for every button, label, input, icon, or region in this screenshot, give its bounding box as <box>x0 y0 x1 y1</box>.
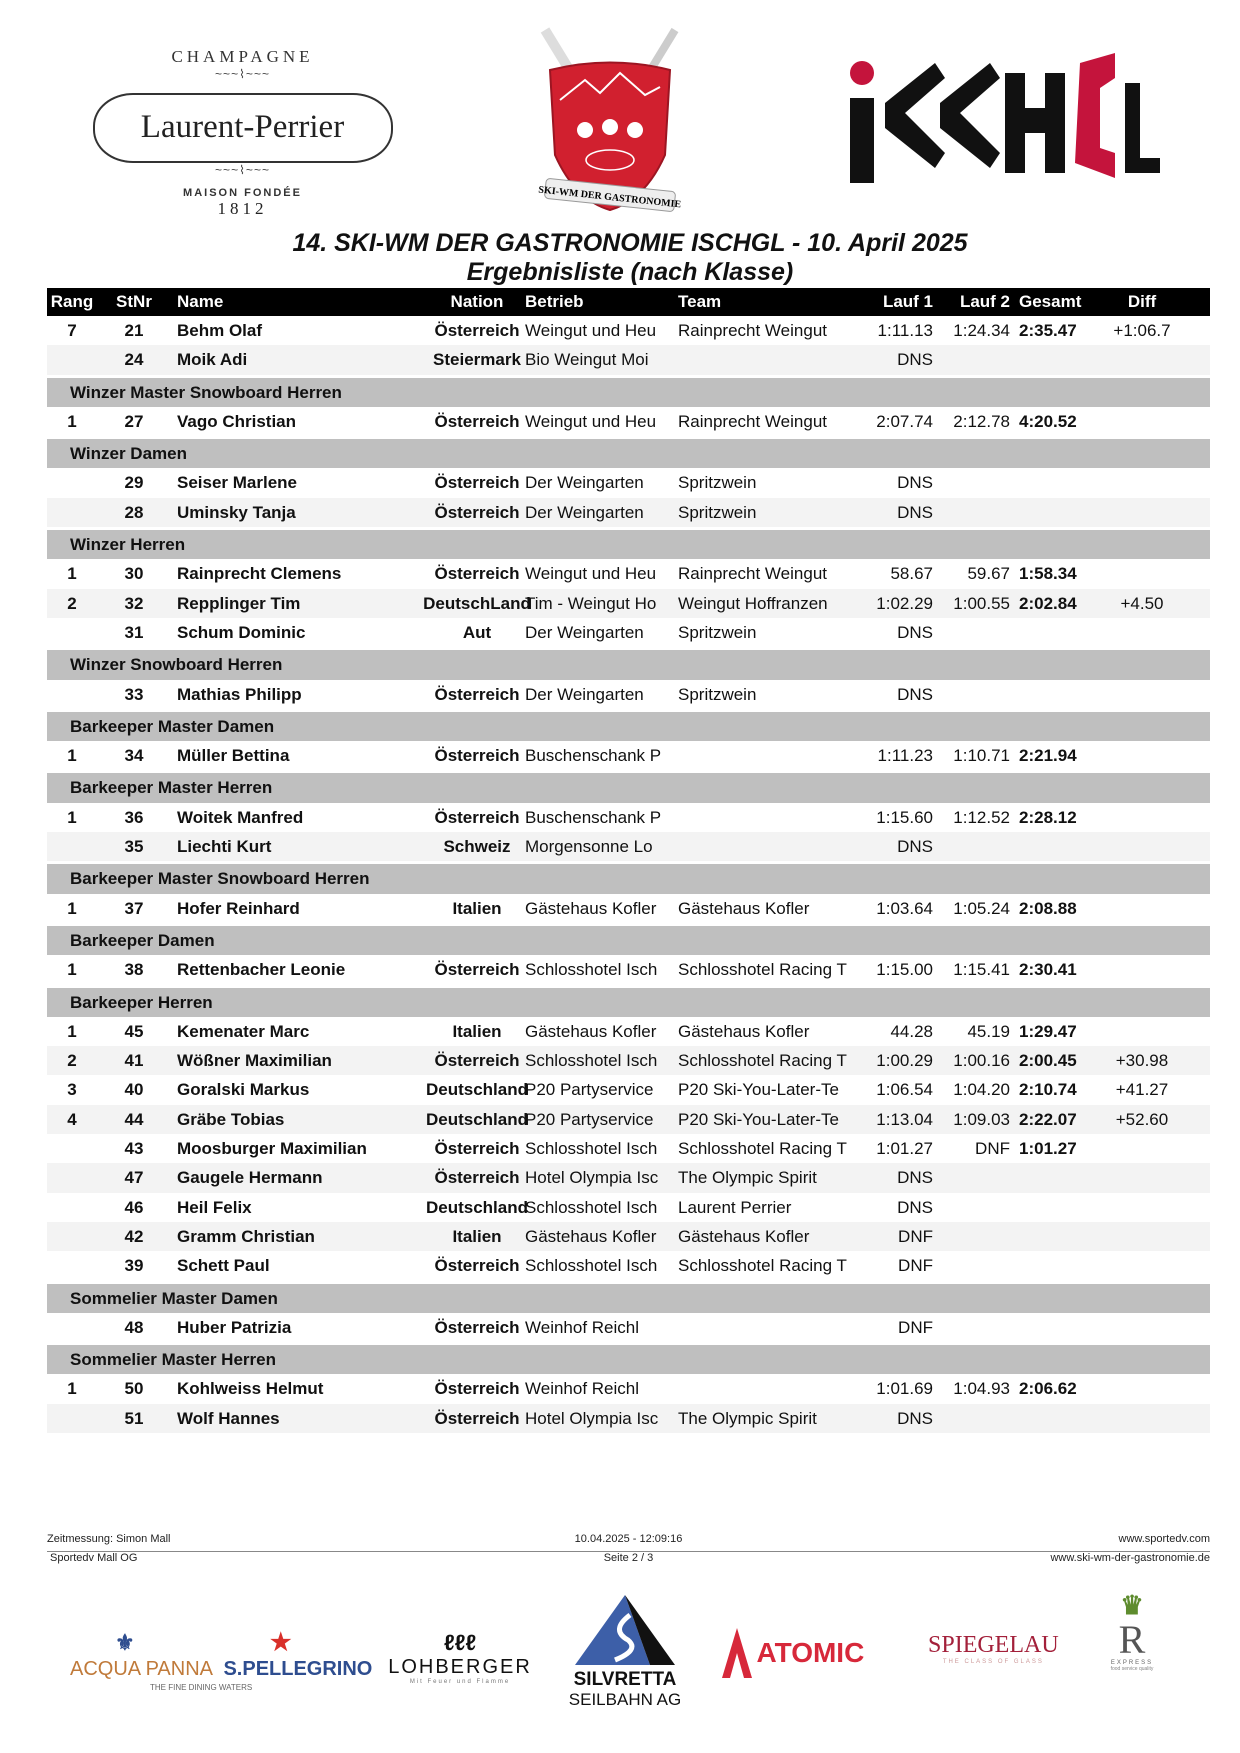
cell-betrieb: Bio Weingut Moi <box>525 350 649 370</box>
cell-name: Rainprecht Clemens <box>177 564 342 584</box>
cell-team: Rainprecht Weingut <box>678 321 827 340</box>
cell-lauf1: 1:02.29 <box>876 593 933 613</box>
cell-stnr: 46 <box>124 1197 144 1217</box>
cell-lauf1: DNF <box>898 1226 933 1246</box>
cell-stnr: 42 <box>124 1226 144 1246</box>
cell-stnr: 27 <box>124 411 144 431</box>
cell-rang: 1 <box>67 746 77 766</box>
cell-nation: Schweiz <box>443 837 511 857</box>
cell-betrieb: Der Weingarten <box>525 684 644 704</box>
timing-credit: Zeitmessung: Simon Mall <box>47 1533 171 1545</box>
cell-team: Gästehaus Kofler <box>678 898 810 918</box>
swirl-ornament-icon: ~~~⌇~~~ <box>215 67 270 81</box>
cell-nation: DeutschLand <box>423 593 531 613</box>
cell-nation: Österreich <box>434 411 520 431</box>
cell-team: Schlosshotel Racing T <box>678 1139 847 1159</box>
document-header <box>0 228 1240 286</box>
class-title: Sommelier Master Damen <box>70 1288 278 1308</box>
table-row <box>47 1313 1210 1342</box>
cell-stnr: 40 <box>124 1080 144 1100</box>
table-row <box>47 1404 1210 1433</box>
cell-lauf1: DNF <box>898 1256 933 1276</box>
cell-nation: Österreich <box>434 564 520 584</box>
swirl-ornament-icon: ~~~⌇~~~ <box>215 163 270 177</box>
cell-lauf1: DNS <box>897 1408 933 1428</box>
cell-nation: Österreich <box>434 1168 520 1188</box>
cell-name: Kemenater Marc <box>177 1021 310 1041</box>
cell-stnr: 38 <box>124 960 144 980</box>
cell-team: Spritzwein <box>678 473 757 493</box>
cell-rang: 2 <box>67 593 77 613</box>
cell-team: Schlosshotel Racing T <box>678 1256 847 1276</box>
cell-team: Spritzwein <box>678 684 757 704</box>
cell-lauf1: 1:01.27 <box>876 1139 933 1159</box>
cell-name: Repplinger Tim <box>177 593 301 613</box>
cell-stnr: 35 <box>124 837 144 857</box>
cell-nation: Österreich <box>434 321 520 340</box>
class-title: Winzer Damen <box>70 444 187 464</box>
cell-nation: Österreich <box>434 1408 520 1428</box>
cell-betrieb: P20 Partyservice <box>525 1080 654 1100</box>
cell-lauf1: 1:00.29 <box>876 1051 933 1071</box>
cell-stnr: 47 <box>124 1168 144 1188</box>
cell-nation: Österreich <box>434 684 520 704</box>
cell-stnr: 36 <box>124 807 144 827</box>
class-header <box>47 439 1210 468</box>
class-title: Winzer Herren <box>70 535 186 555</box>
cell-rang: 7 <box>67 321 77 340</box>
table-row <box>47 1075 1210 1104</box>
col-lauf1: Lauf 1 <box>882 292 933 311</box>
cell-lauf1: DNS <box>897 502 933 522</box>
class-header <box>47 650 1210 679</box>
svg-text:SKI-WM DER GASTRONOMIE: SKI-WM DER GASTRONOMIE <box>537 184 682 211</box>
cell-betrieb: Schlosshotel Isch <box>525 1051 658 1071</box>
cell-team: Rainprecht Weingut <box>678 564 827 584</box>
cell-stnr: 29 <box>124 473 144 493</box>
col-nation: Nation <box>450 292 504 311</box>
cell-stnr: 32 <box>124 593 144 613</box>
cell-nation: Österreich <box>434 746 520 766</box>
cell-team: The Olympic Spirit <box>678 1408 817 1428</box>
cell-nation: Österreich <box>434 807 520 827</box>
cell-name: Uminsky Tanja <box>177 502 296 522</box>
class-header <box>47 773 1210 802</box>
cell-name: Seiser Marlene <box>177 473 298 493</box>
cell-name: Müller Bettina <box>177 746 290 766</box>
cell-lauf1: DNS <box>897 837 933 857</box>
class-title: Sommelier Master Herren <box>70 1350 276 1370</box>
header-logos <box>0 25 1240 225</box>
cell-nation: Italien <box>452 1021 502 1041</box>
cell-name: Liechti Kurt <box>177 837 272 857</box>
cell-rang: 2 <box>67 1051 77 1071</box>
table-row <box>47 832 1210 861</box>
cell-lauf1: 1:06.54 <box>876 1080 933 1100</box>
cell-stnr: 41 <box>124 1051 144 1071</box>
cell-lauf1: DNS <box>897 1197 933 1217</box>
cell-lauf1: 1:11.23 <box>877 746 933 766</box>
table-row <box>47 407 1210 436</box>
class-header <box>47 926 1210 955</box>
print-datetime: 10.04.2025 - 12:09:16 <box>574 1533 683 1545</box>
cell-lauf1: 1:01.69 <box>876 1379 933 1399</box>
cell-team: Schlosshotel Racing T <box>678 960 847 980</box>
spiegelau-logo: SPIEGELAU THE CLASS OF GLASS <box>928 1632 1059 1665</box>
table-row <box>47 559 1210 588</box>
cell-name: Heil Felix <box>177 1197 252 1217</box>
silvretta-triangle-icon <box>570 1595 680 1665</box>
table-row <box>47 316 1210 345</box>
cell-betrieb: Der Weingarten <box>525 473 644 493</box>
cell-name: Vago Christian <box>177 411 297 431</box>
cell-betrieb: Gästehaus Kofler <box>525 1226 657 1246</box>
table-row <box>47 894 1210 923</box>
table-body <box>47 316 1210 1433</box>
class-header <box>47 378 1210 407</box>
document-title: 14. SKI-WM DER GASTRONOMIE ISCHGL - 10. April 2025 <box>292 229 968 257</box>
cell-betrieb: Weinhof Reichl <box>525 1317 640 1337</box>
cell-betrieb: Weingut und Heu <box>525 411 657 431</box>
cell-gesamt: 4:20.52 <box>1019 411 1077 431</box>
class-header <box>47 1284 1210 1313</box>
col-betrieb: Betrieb <box>525 292 584 311</box>
table-row <box>47 680 1210 709</box>
cell-lauf2: 1:05.24 <box>953 898 1010 918</box>
class-title: Barkeeper Master Snowboard Herren <box>70 869 370 889</box>
cell-lauf2: 1:24.34 <box>953 321 1010 340</box>
cell-diff: +52.60 <box>1115 1109 1169 1129</box>
cell-lauf2: 45.19 <box>967 1021 1010 1041</box>
cell-lauf1: DNF <box>898 1317 933 1337</box>
cell-stnr: 31 <box>124 622 144 642</box>
cell-stnr: 48 <box>124 1317 144 1337</box>
cell-lauf2: 59.67 <box>967 564 1010 584</box>
cell-name: Behm Olaf <box>177 321 263 340</box>
cell-name: Moosburger Maximilian <box>177 1139 367 1159</box>
cell-name: Gramm Christian <box>177 1226 315 1246</box>
cell-name: Gaugele Hermann <box>177 1168 323 1188</box>
atomic-logo: ATOMIC <box>722 1628 864 1678</box>
cell-nation: Deutschland <box>425 1109 529 1129</box>
table-header <box>47 288 1210 316</box>
cell-diff: +30.98 <box>1115 1051 1169 1071</box>
company-name: Sportedv Mall OG <box>50 1552 138 1564</box>
cell-gesamt: 2:22.07 <box>1019 1109 1077 1129</box>
table-row <box>47 741 1210 770</box>
cell-stnr: 50 <box>124 1379 144 1399</box>
table-row <box>47 468 1210 497</box>
cell-betrieb: Schlosshotel Isch <box>525 960 658 980</box>
class-header <box>47 1345 1210 1374</box>
cell-name: Schett Paul <box>177 1256 270 1276</box>
class-title: Barkeeper Damen <box>70 930 215 950</box>
cell-betrieb: Schlosshotel Isch <box>525 1139 658 1159</box>
cell-lauf2: 1:00.55 <box>953 593 1010 613</box>
col-lauf2: Lauf 2 <box>959 292 1010 311</box>
table-row <box>47 618 1210 647</box>
cell-team: P20 Ski-You-Later-Te <box>678 1109 839 1129</box>
cell-stnr: 21 <box>124 321 144 340</box>
sponsor-logos <box>0 1590 1240 1720</box>
cell-nation: Österreich <box>434 960 520 980</box>
cell-betrieb: Hotel Olympia Isc <box>525 1408 659 1428</box>
cell-rang: 1 <box>67 960 77 980</box>
cell-lauf2: 1:10.71 <box>953 746 1010 766</box>
col-team: Team <box>678 292 722 311</box>
red-star-icon: ★ <box>270 1629 292 1656</box>
sportedv-link[interactable]: www.sportedv.com <box>1118 1533 1210 1545</box>
cell-betrieb: Buschenschank P <box>525 807 662 827</box>
cell-betrieb: Weingut und Heu <box>525 321 657 340</box>
cell-name: Rettenbacher Leonie <box>177 960 346 980</box>
table-row <box>47 803 1210 832</box>
cell-team: Spritzwein <box>678 502 757 522</box>
table-row <box>47 1017 1210 1046</box>
cell-lauf1: 44.28 <box>890 1021 933 1041</box>
cell-stnr: 24 <box>124 350 144 370</box>
table-row <box>47 589 1210 618</box>
laurent-perrier-logo: CHAMPAGNE ~~~⌇~~~ Laurent-Perrier ~~~⌇~~~ MAISON FONDÉE 1812 <box>90 45 395 210</box>
cell-lauf2: 1:00.16 <box>953 1051 1010 1071</box>
results-table <box>47 288 1210 1433</box>
cell-gesamt: 1:29.47 <box>1019 1021 1077 1041</box>
cell-lauf1: 1:15.60 <box>876 807 933 827</box>
cell-stnr: 34 <box>124 746 144 766</box>
table-row <box>47 1193 1210 1222</box>
cell-team: Spritzwein <box>678 622 757 642</box>
col-stnr: StNr <box>116 292 152 311</box>
cell-name: Wolf Hannes <box>177 1408 280 1428</box>
cell-gesamt: 2:00.45 <box>1019 1051 1077 1071</box>
table-row <box>47 1163 1210 1192</box>
cell-nation: Deutschland <box>425 1197 529 1217</box>
cell-stnr: 39 <box>124 1256 144 1276</box>
cell-betrieb: Gästehaus Kofler <box>525 1021 657 1041</box>
cell-lauf1: 1:11.13 <box>877 321 933 340</box>
cell-nation: Österreich <box>434 1256 520 1276</box>
class-title: Barkeeper Master Damen <box>70 716 275 736</box>
cell-nation: Aut <box>462 622 492 642</box>
cell-lauf2: 1:04.93 <box>953 1379 1010 1399</box>
cell-nation: Steiermark <box>433 350 521 370</box>
cell-lauf2: 1:12.52 <box>953 807 1010 827</box>
cell-betrieb: Schlosshotel Isch <box>525 1256 658 1276</box>
cell-lauf2: 1:09.03 <box>953 1109 1010 1129</box>
cell-lauf1: DNS <box>897 684 933 704</box>
cell-lauf1: DNS <box>897 622 933 642</box>
cell-gesamt: 2:06.62 <box>1019 1379 1077 1399</box>
cell-betrieb: Weinhof Reichl <box>525 1379 640 1399</box>
atomic-a-icon <box>722 1628 752 1678</box>
cell-betrieb: Hotel Olympia Isc <box>525 1168 659 1188</box>
class-header <box>47 864 1210 893</box>
cell-lauf2: DNF <box>975 1139 1010 1159</box>
cell-rang: 1 <box>67 1021 77 1041</box>
cell-lauf2: 1:15.41 <box>953 960 1010 980</box>
fleur-de-lis-icon: ⚜ <box>115 1630 135 1655</box>
cell-name: Gräbe Tobias <box>177 1109 285 1129</box>
class-header <box>47 988 1210 1017</box>
cell-nation: Deutschland <box>425 1080 529 1100</box>
cell-team: Weingut Hoffranzen <box>678 593 828 613</box>
col-diff: Diff <box>1127 292 1157 311</box>
cell-team: Rainprecht Weingut <box>678 411 827 431</box>
cell-betrieb: Weingut und Heu <box>525 564 657 584</box>
cell-gesamt: 2:21.94 <box>1019 746 1077 766</box>
cell-diff: +1:06.7 <box>1113 321 1171 340</box>
cell-nation: Österreich <box>434 1379 520 1399</box>
cell-team: Gästehaus Kofler <box>678 1021 810 1041</box>
cell-betrieb: Der Weingarten <box>525 502 644 522</box>
crown-icon: ♛ <box>1120 1590 1144 1620</box>
table-row <box>47 1134 1210 1163</box>
table-row <box>47 1105 1210 1134</box>
cell-stnr: 33 <box>124 684 144 704</box>
cell-gesamt: 2:02.84 <box>1019 593 1077 613</box>
ischgl-logo <box>840 43 1160 193</box>
cell-lauf1: 58.67 <box>890 564 933 584</box>
acqua-panna-pellegrino-logo: ⚜ ★ ACQUA PANNA S.PELLEGRINO THE FINE DINING WATERS <box>70 1629 373 1692</box>
cell-name: Woitek Manfred <box>177 807 304 827</box>
cell-name: Huber Patrizia <box>177 1317 292 1337</box>
cell-lauf1: DNS <box>897 473 933 493</box>
cell-gesamt: 1:58.34 <box>1019 564 1077 584</box>
table-row <box>47 1374 1210 1403</box>
page-number: Seite 2 / 3 <box>603 1552 654 1564</box>
col-name: Name <box>177 292 224 311</box>
cell-name: Moik Adi <box>177 350 248 370</box>
cell-team: Gästehaus Kofler <box>678 1226 810 1246</box>
cell-stnr: 44 <box>124 1109 144 1129</box>
cell-nation: Österreich <box>434 1139 520 1159</box>
cell-team: Schlosshotel Racing T <box>678 1051 847 1071</box>
cell-betrieb: Morgensonne Lo <box>525 837 653 857</box>
cell-rang: 1 <box>67 1379 77 1399</box>
r-express-logo: ♛ R EXPRESS food service quality <box>1102 1590 1162 1672</box>
cell-name: Goralski Markus <box>177 1080 310 1100</box>
class-title: Barkeeper Herren <box>70 992 213 1012</box>
cell-lauf1: 1:03.64 <box>876 898 933 918</box>
cell-betrieb: P20 Partyservice <box>525 1109 654 1129</box>
page-footer <box>47 1533 1210 1570</box>
cell-betrieb: Schlosshotel Isch <box>525 1197 658 1217</box>
cell-stnr: 51 <box>124 1408 144 1428</box>
cell-lauf1: 1:13.04 <box>876 1109 933 1129</box>
cell-nation: Österreich <box>434 473 520 493</box>
col-gesamt: Gesamt <box>1019 292 1082 311</box>
cell-lauf1: DNS <box>897 350 933 370</box>
cell-name: Hofer Reinhard <box>177 898 300 918</box>
cell-gesamt: 2:08.88 <box>1019 898 1077 918</box>
cell-stnr: 43 <box>124 1139 144 1159</box>
cell-betrieb: Der Weingarten <box>525 622 644 642</box>
cell-gesamt: 2:10.74 <box>1019 1080 1077 1100</box>
cell-betrieb: Tim - Weingut Ho <box>525 593 657 613</box>
silvretta-logo: SILVRETTA SEILBAHN AG <box>565 1595 685 1710</box>
class-title: Barkeeper Master Herren <box>70 778 273 798</box>
flame-icon: ℓℓℓ <box>443 1630 477 1655</box>
class-header <box>47 530 1210 559</box>
table-row <box>47 498 1210 527</box>
class-header <box>47 712 1210 741</box>
cell-gesamt: 2:30.41 <box>1019 960 1077 980</box>
cell-gesamt: 2:35.47 <box>1019 321 1077 340</box>
cell-lauf1: DNS <box>897 1168 933 1188</box>
event-website-link[interactable]: www.ski-wm-der-gastronomie.de <box>1050 1552 1210 1564</box>
cell-lauf2: 1:04.20 <box>953 1080 1010 1100</box>
cell-nation: Österreich <box>434 1051 520 1071</box>
cell-rang: 1 <box>67 807 77 827</box>
col-rang: Rang <box>50 292 94 311</box>
document-subtitle: Ergebnisliste (nach Klasse) <box>466 258 794 286</box>
cell-rang: 1 <box>67 898 77 918</box>
cell-rang: 1 <box>67 564 77 584</box>
class-title: Winzer Master Snowboard Herren <box>70 382 342 402</box>
cell-rang: 4 <box>67 1109 77 1129</box>
cell-stnr: 45 <box>124 1021 144 1041</box>
cell-gesamt: 2:28.12 <box>1019 807 1077 827</box>
cell-lauf2: 2:12.78 <box>953 411 1010 431</box>
cell-diff: +41.27 <box>1115 1080 1169 1100</box>
cell-stnr: 30 <box>124 564 144 584</box>
cell-name: Wößner Maximilian <box>177 1051 332 1071</box>
cell-nation: Italien <box>452 1226 502 1246</box>
cell-diff: +4.50 <box>1120 593 1164 613</box>
cell-team: The Olympic Spirit <box>678 1168 817 1188</box>
cell-betrieb: Buschenschank P <box>525 746 662 766</box>
cell-stnr: 37 <box>124 898 144 918</box>
cell-name: Schum Dominic <box>177 622 306 642</box>
cell-name: Mathias Philipp <box>177 684 302 704</box>
cell-gesamt: 1:01.27 <box>1019 1139 1077 1159</box>
cell-team: P20 Ski-You-Later-Te <box>678 1080 839 1100</box>
cell-name: Kohlweiss Helmut <box>177 1379 324 1399</box>
table-row <box>47 955 1210 984</box>
table-row <box>47 345 1210 374</box>
cell-stnr: 28 <box>124 502 144 522</box>
cell-nation: Italien <box>452 898 502 918</box>
table-row <box>47 1046 1210 1075</box>
cell-lauf1: 2:07.74 <box>876 411 933 431</box>
lohberger-logo: ℓℓℓ LOHBERGER Mit Feuer und Flamme <box>385 1630 535 1685</box>
cell-rang: 1 <box>67 411 77 431</box>
cell-betrieb: Gästehaus Kofler <box>525 898 657 918</box>
cell-nation: Österreich <box>434 502 520 522</box>
table-row <box>47 1222 1210 1251</box>
ski-wm-crest-logo <box>525 25 695 225</box>
table-row <box>47 1251 1210 1280</box>
cell-nation: Österreich <box>434 1317 520 1337</box>
class-title: Winzer Snowboard Herren <box>70 655 283 675</box>
cell-rang: 3 <box>67 1080 77 1100</box>
cell-lauf1: 1:15.00 <box>876 960 933 980</box>
cell-team: Laurent Perrier <box>678 1197 792 1217</box>
